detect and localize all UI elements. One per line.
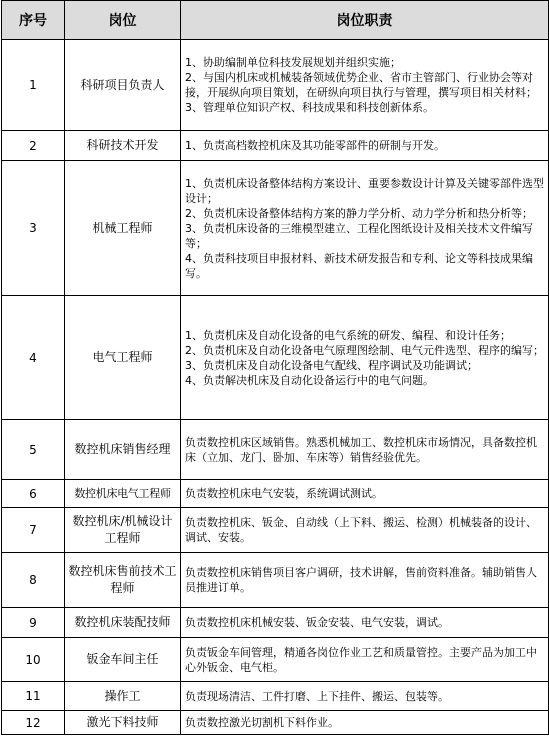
duty-line: 负责数控机床销售项目客户调研，技术讲解，售前资料准备。辅助销售人员推进订单。 <box>185 566 537 594</box>
position-name: 数控机床电气工程师 <box>65 480 181 508</box>
duty-line: 1、负责机床及自动化设备的电气系统的研发、编程、和设计任务； <box>185 328 511 342</box>
table-row <box>2 40 549 131</box>
duty-line: 负责数控机床机械安装、钣金安装、电气安装，调试。 <box>185 616 449 629</box>
row-number: 12 <box>2 711 65 735</box>
row-number: 2 <box>2 131 65 161</box>
table-row <box>2 161 549 296</box>
row-number: 10 <box>2 638 65 682</box>
header-position: 岗位 <box>65 1 181 40</box>
header-num: 序号 <box>2 1 65 40</box>
duty-line: 2、负责机床设备整体结构方案的静力学分析、动力学分析和热分析等； <box>185 206 533 220</box>
duty-line: 负责钣金车间管理，精通各岗位作业工艺和质量管控。主要产品为加工中心外钣金、电气柜。 <box>185 645 537 674</box>
row-number: 5 <box>2 420 65 480</box>
table-row <box>2 711 549 735</box>
position-name: 数控机床售前技术工程师 <box>65 553 181 608</box>
position-duties <box>181 420 549 480</box>
duty-line: 负责数控机床电气安装，系统调试测试。 <box>185 487 383 500</box>
position-name: 电气工程师 <box>65 296 181 420</box>
table-row <box>2 296 549 420</box>
row-number: 3 <box>2 161 65 296</box>
position-name: 科研项目负责人 <box>65 40 181 131</box>
table-row <box>2 553 549 608</box>
duty-line: 3、负责机床及自动化设备电气配线、程序调试及功能调试； <box>185 358 478 372</box>
position-name: 数控机床销售经理 <box>65 420 181 480</box>
position-name: 激光下料技师 <box>65 711 181 735</box>
table-row <box>2 508 549 553</box>
table-row <box>2 682 549 711</box>
table-row <box>2 420 549 480</box>
row-number: 6 <box>2 480 65 508</box>
position-duties <box>181 508 549 553</box>
duty-line: 1、负责高档数控机床及其功能零部件的研制与开发。 <box>185 139 445 152</box>
position-duties <box>181 553 549 608</box>
table-row <box>2 131 549 161</box>
position-duties <box>181 40 549 131</box>
position-name: 科研技术开发 <box>65 131 181 161</box>
duty-line: 负责数控机床、钣金、自动线（上下料、搬运、检测）机械装备的设计、调试、安装。 <box>185 516 537 544</box>
row-number: 11 <box>2 682 65 711</box>
duty-line: 2、负责机床及自动化设备电气原理图绘制、电气元件选型、程序的编写； <box>185 343 544 357</box>
table-row <box>2 638 549 682</box>
position-duties <box>181 608 549 638</box>
position-duties <box>181 711 549 735</box>
duty-line: 1、负责机床设备整体结构方案设计、重要参数设计计算及关键零部件选型设计； <box>185 176 544 205</box>
table-header-row <box>2 1 549 40</box>
position-duties <box>181 480 549 508</box>
row-number: 1 <box>2 40 65 131</box>
duty-line: 1、协助编制单位科技发展规划并组织实施； <box>185 56 401 69</box>
duty-line: 4、负责科技项目申报材料、新技术研发报告和专利、论文等科技成果编写。 <box>185 251 533 280</box>
row-number: 9 <box>2 608 65 638</box>
position-name: 机械工程师 <box>65 161 181 296</box>
table-row <box>2 480 549 508</box>
position-duties <box>181 131 549 161</box>
table-row <box>2 608 549 638</box>
position-name: 数控机床/机械设计工程师 <box>65 508 181 553</box>
row-number: 8 <box>2 553 65 608</box>
position-name: 数控机床装配技师 <box>65 608 181 638</box>
duty-line: 负责数控机床区域销售。熟悉机械加工、数控机床市场情况，具备数控机床（立加、龙门、卧加、车床等）销售经验优先。 <box>185 435 537 464</box>
header-duties: 岗位职责 <box>181 1 549 40</box>
position-duties <box>181 161 549 296</box>
position-duties <box>181 638 549 682</box>
duty-line: 3、管理单位知识产权、科技成果和科技创新体系。 <box>185 101 434 114</box>
duty-line: 3、负责机床设备的三维模型建立、工程化图纸设计及相关技术文件编写等； <box>185 221 533 250</box>
position-duties <box>181 682 549 711</box>
duty-line: 4、负责解决机床及自动化设备运行中的电气问题。 <box>185 373 434 387</box>
duty-line: 负责数控激光切割机下料作业。 <box>185 716 339 729</box>
job-duties-table <box>1 0 549 735</box>
position-duties <box>181 296 549 420</box>
duty-line: 2、与国内机床或机械装备领域优势企业、省市主管部门、行业协会等对接，开展纵向项目策划，在研纵向项目执行与管理，撰写项目相关材料； <box>185 71 537 99</box>
row-number: 7 <box>2 508 65 553</box>
position-name: 钣金车间主任 <box>65 638 181 682</box>
position-name: 操作工 <box>65 682 181 711</box>
row-number: 4 <box>2 296 65 420</box>
duty-line: 负责现场清洁、工件打磨、上下挂件、搬运、包装等。 <box>185 689 449 703</box>
